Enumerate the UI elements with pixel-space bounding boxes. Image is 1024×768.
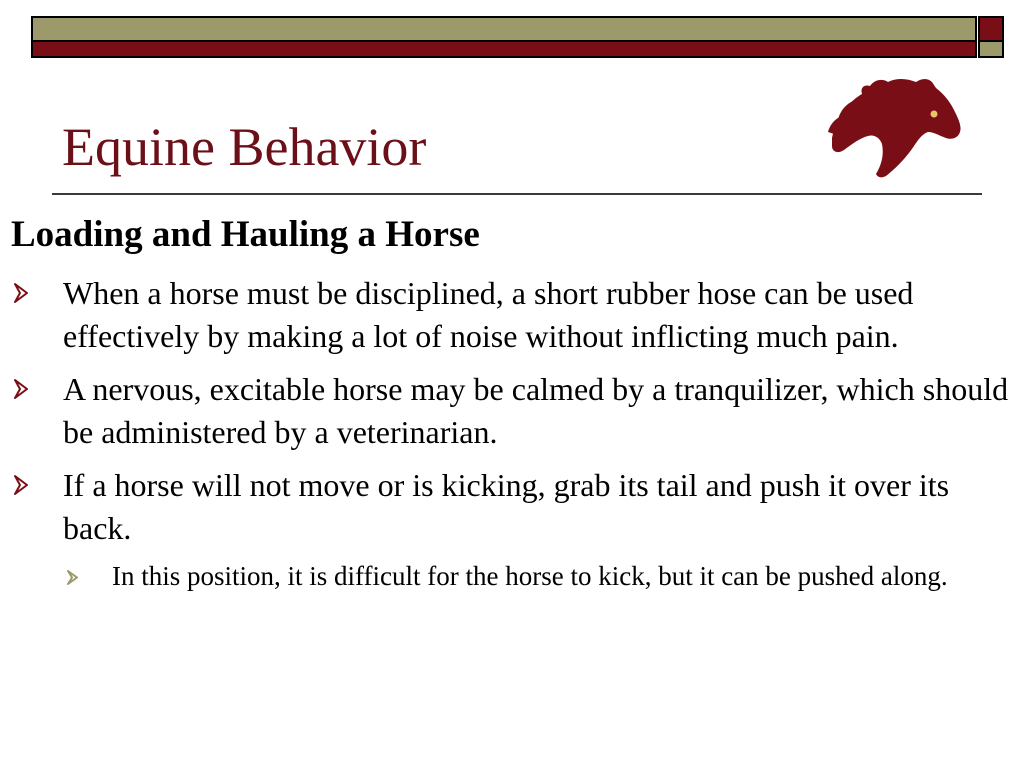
header-bar-maroon <box>31 40 977 58</box>
arrowhead-bullet-icon <box>13 378 29 400</box>
arrowhead-bullet-icon <box>13 282 29 304</box>
bullet-text: When a horse must be disciplined, a short rubber hose can be used effectively by making a lot of noise without inflicting much pain. <box>63 275 914 354</box>
slide-subtitle: Loading and Hauling a Horse <box>11 214 480 255</box>
horse-head-icon <box>826 72 966 180</box>
bullet-item <box>0 464 1013 550</box>
header-square-olive <box>978 40 1004 58</box>
bullet-list <box>0 272 1024 594</box>
title-divider <box>52 193 982 195</box>
bullet-text: If a horse will not move or is kicking, grab its tail and push it over its back. <box>63 467 950 546</box>
header-square-maroon <box>978 16 1004 42</box>
bullet-item <box>0 368 1013 454</box>
arrowhead-bullet-icon <box>13 474 29 496</box>
sub-bullet-text: In this position, it is difficult for the horse to kick, but it can be pushed along. <box>112 561 948 591</box>
bullet-text: A nervous, excitable horse may be calmed by a tranquilizer, which should be administered by a veterinarian. <box>63 371 1009 450</box>
arrowhead-bullet-icon <box>66 569 79 586</box>
sub-bullet-item <box>0 558 982 594</box>
header-bar-olive <box>31 16 977 42</box>
slide-title: Equine Behavior <box>62 117 427 177</box>
bullet-item <box>0 272 1013 358</box>
